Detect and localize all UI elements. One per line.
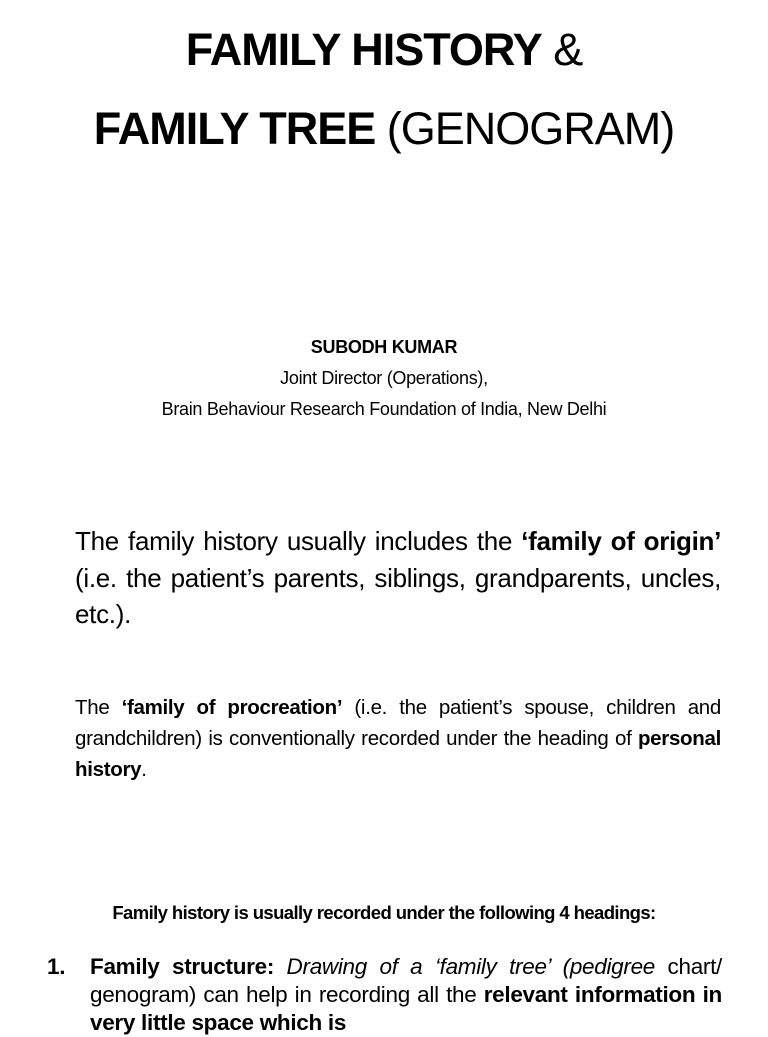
bold-term: ‘family of origin’: [521, 526, 722, 556]
list-number: 1.: [47, 954, 66, 979]
title-line-2: [0, 103, 768, 155]
author-organization: Brain Behaviour Research Foundation of India, New Delhi: [161, 399, 607, 419]
list-label: Family structure:: [90, 954, 275, 979]
text: (i.e. the patient’s parents, siblings, grandparents, uncles, etc.).: [75, 562, 721, 629]
list-text: chart/ genogram) can help in recording all the: [90, 954, 723, 1007]
author-name: SUBODH KUMAR: [310, 337, 458, 357]
list-bold: relevant information in very little space which is: [90, 982, 722, 1035]
bold-term: ‘family of procreation’: [121, 696, 343, 719]
title-rest: (GENOGRAM): [375, 103, 675, 154]
paragraph-family-of-procreation: [75, 692, 721, 785]
title-rest: &: [541, 24, 583, 75]
author-position: Joint Director (Operations),: [280, 368, 488, 388]
text: The family history usually includes the: [75, 526, 522, 556]
list-italic: Drawing of a ‘family tree’ (pedigree: [274, 954, 656, 979]
bold-term: personal history: [75, 727, 721, 781]
title-bold: FAMILY HISTORY: [185, 24, 542, 75]
author-block: [0, 332, 768, 425]
text: The: [75, 696, 122, 719]
text: .: [141, 758, 147, 781]
paragraph-family-of-origin: [75, 523, 721, 633]
text: (i.e. the patient’s spouse, children and grandchildren) is conventionally recorded under the heading of: [75, 696, 721, 750]
list-item: [47, 953, 722, 1037]
title-bold: FAMILY TREE: [93, 103, 376, 154]
title-line-1: [0, 24, 768, 76]
headings-intro: Family history is usually recorded under the following 4 headings:: [112, 902, 656, 923]
